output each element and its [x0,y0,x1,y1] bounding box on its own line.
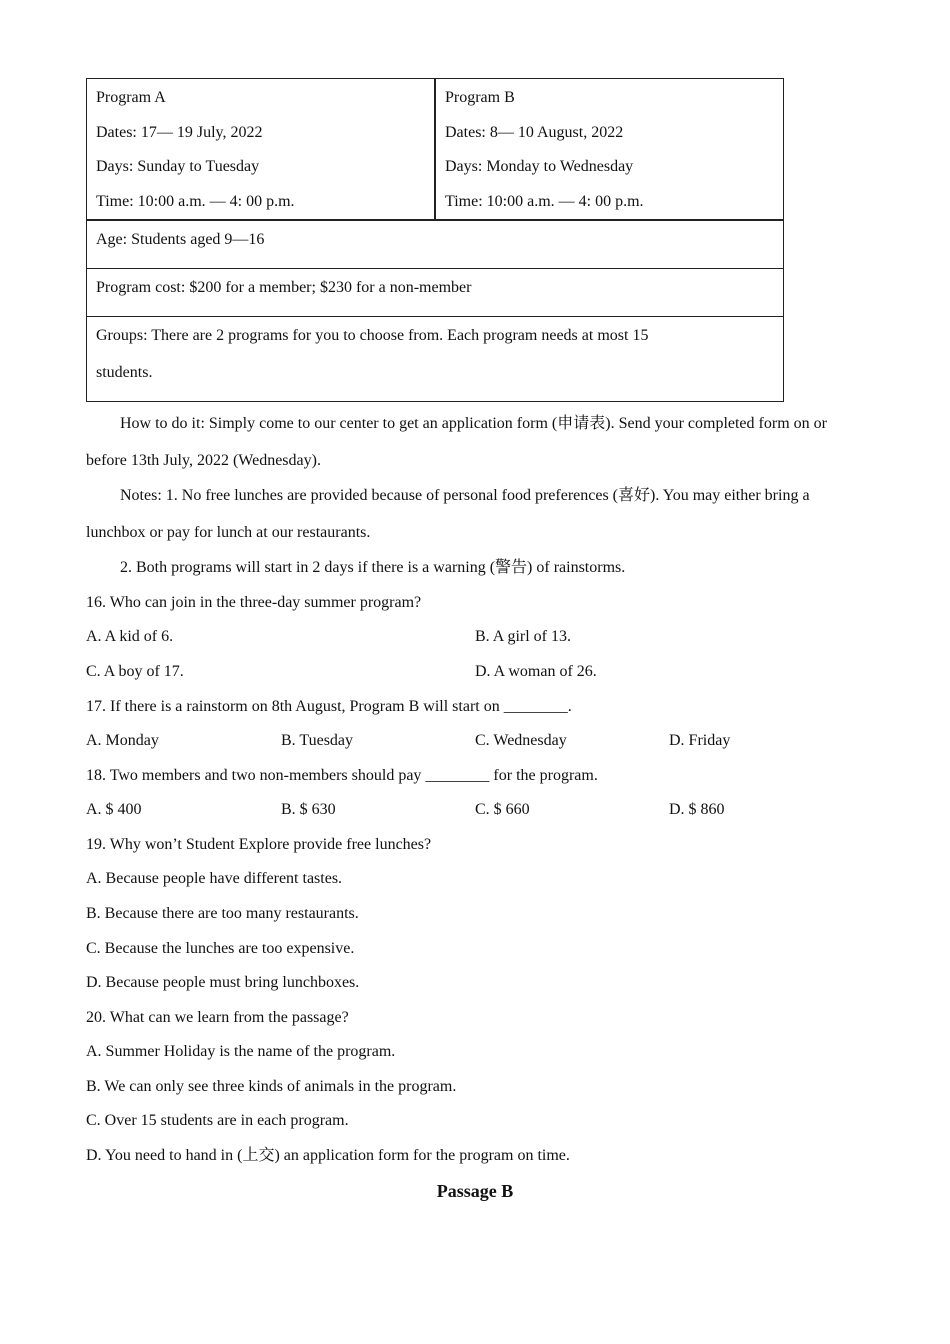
q16-option-b: B. A girl of 13. [475,628,572,645]
how-to-line1: How to do it: Simply come to our center to get an application form (申请表). Send your completed form on or [120,415,827,432]
groups-cell [87,317,784,402]
notes-line1: Notes: 1. No free lunches are provided because of personal food preferences (喜好). You may either bring a [120,487,810,504]
notes-line2: lunchbox or pay for lunch at our restaurants. [86,524,371,541]
q17-option-b: B. Tuesday [281,732,354,749]
q17-option-d: D. Friday [669,732,731,749]
q16-option-d: D. A woman of 26. [475,663,597,680]
q17-option-a: A. Monday [86,732,159,749]
program-info-table [86,78,784,402]
program-b-time: Time: 10:00 a.m. — 4: 00 p.m. [445,192,644,210]
program-a-days: Days: Sunday to Tuesday [96,158,260,175]
q19-stem: 19. Why won’t Student Explore provide free lunches? [86,836,432,853]
age-text: Age: Students aged 9—16 [96,231,265,248]
q19-option-b: B. Because there are too many restaurants. [86,905,359,922]
program-a-title: Program A [96,89,166,106]
q18-option-b: B. $ 630 [281,801,336,818]
cost-text: Program cost: $200 for a member; $230 for a non-member [96,279,472,296]
program-b-cell [435,79,784,221]
q18-stem: 18. Two members and two non-members should pay ________ for the program. [86,767,598,784]
q20-stem: 20. What can we learn from the passage? [86,1009,349,1026]
q18-option-c: C. $ 660 [475,801,530,818]
q18-option-d: D. $ 860 [669,801,725,818]
q20-option-d: D. You need to hand in (上交) an application form for the program on time. [86,1147,570,1164]
program-b-title: Program B [445,89,515,106]
age-cell [87,220,784,269]
q19-option-d: D. Because people must bring lunchboxes. [86,974,360,991]
q19-option-a: A. Because people have different tastes. [86,870,343,887]
how-to-line2: before 13th July, 2022 (Wednesday). [86,452,321,469]
age-row [87,220,784,269]
q16-stem: 16. Who can join in the three-day summer program? [86,594,422,611]
q20-option-a: A. Summer Holiday is the name of the program. [86,1043,396,1060]
q18-option-a: A. $ 400 [86,801,142,818]
q20-option-b: B. We can only see three kinds of animals in the program. [86,1078,457,1095]
program-a-dates: Dates: 17— 19 July, 2022 [96,123,263,141]
groups-text-line1: Groups: There are 2 programs for you to choose from. Each program needs at most 15 [96,327,649,344]
program-b-dates: Dates: 8— 10 August, 2022 [445,123,624,141]
q17-stem: 17. If there is a rainstorm on 8th August, Program B will start on ________. [86,698,572,715]
q20-option-c: C. Over 15 students are in each program. [86,1112,349,1129]
program-b-days: Days: Monday to Wednesday [445,158,634,175]
program-a-time: Time: 10:00 a.m. — 4: 00 p.m. [96,192,295,210]
cost-row [87,269,784,317]
groups-row [87,317,784,402]
program-a-cell [87,79,436,221]
q19-option-c: C. Because the lunches are too expensive. [86,940,355,957]
q17-option-c: C. Wednesday [475,732,567,749]
passage-b-heading: Passage B [436,1181,514,1201]
cost-cell [87,269,784,317]
notes-item2: 2. Both programs will start in 2 days if there is a warning (警告) of rainstorms. [120,559,626,576]
q16-option-c: C. A boy of 17. [86,663,184,680]
programs-row [87,79,784,221]
groups-text-line2: students. [96,364,153,381]
q16-option-a: A. A kid of 6. [86,628,174,645]
